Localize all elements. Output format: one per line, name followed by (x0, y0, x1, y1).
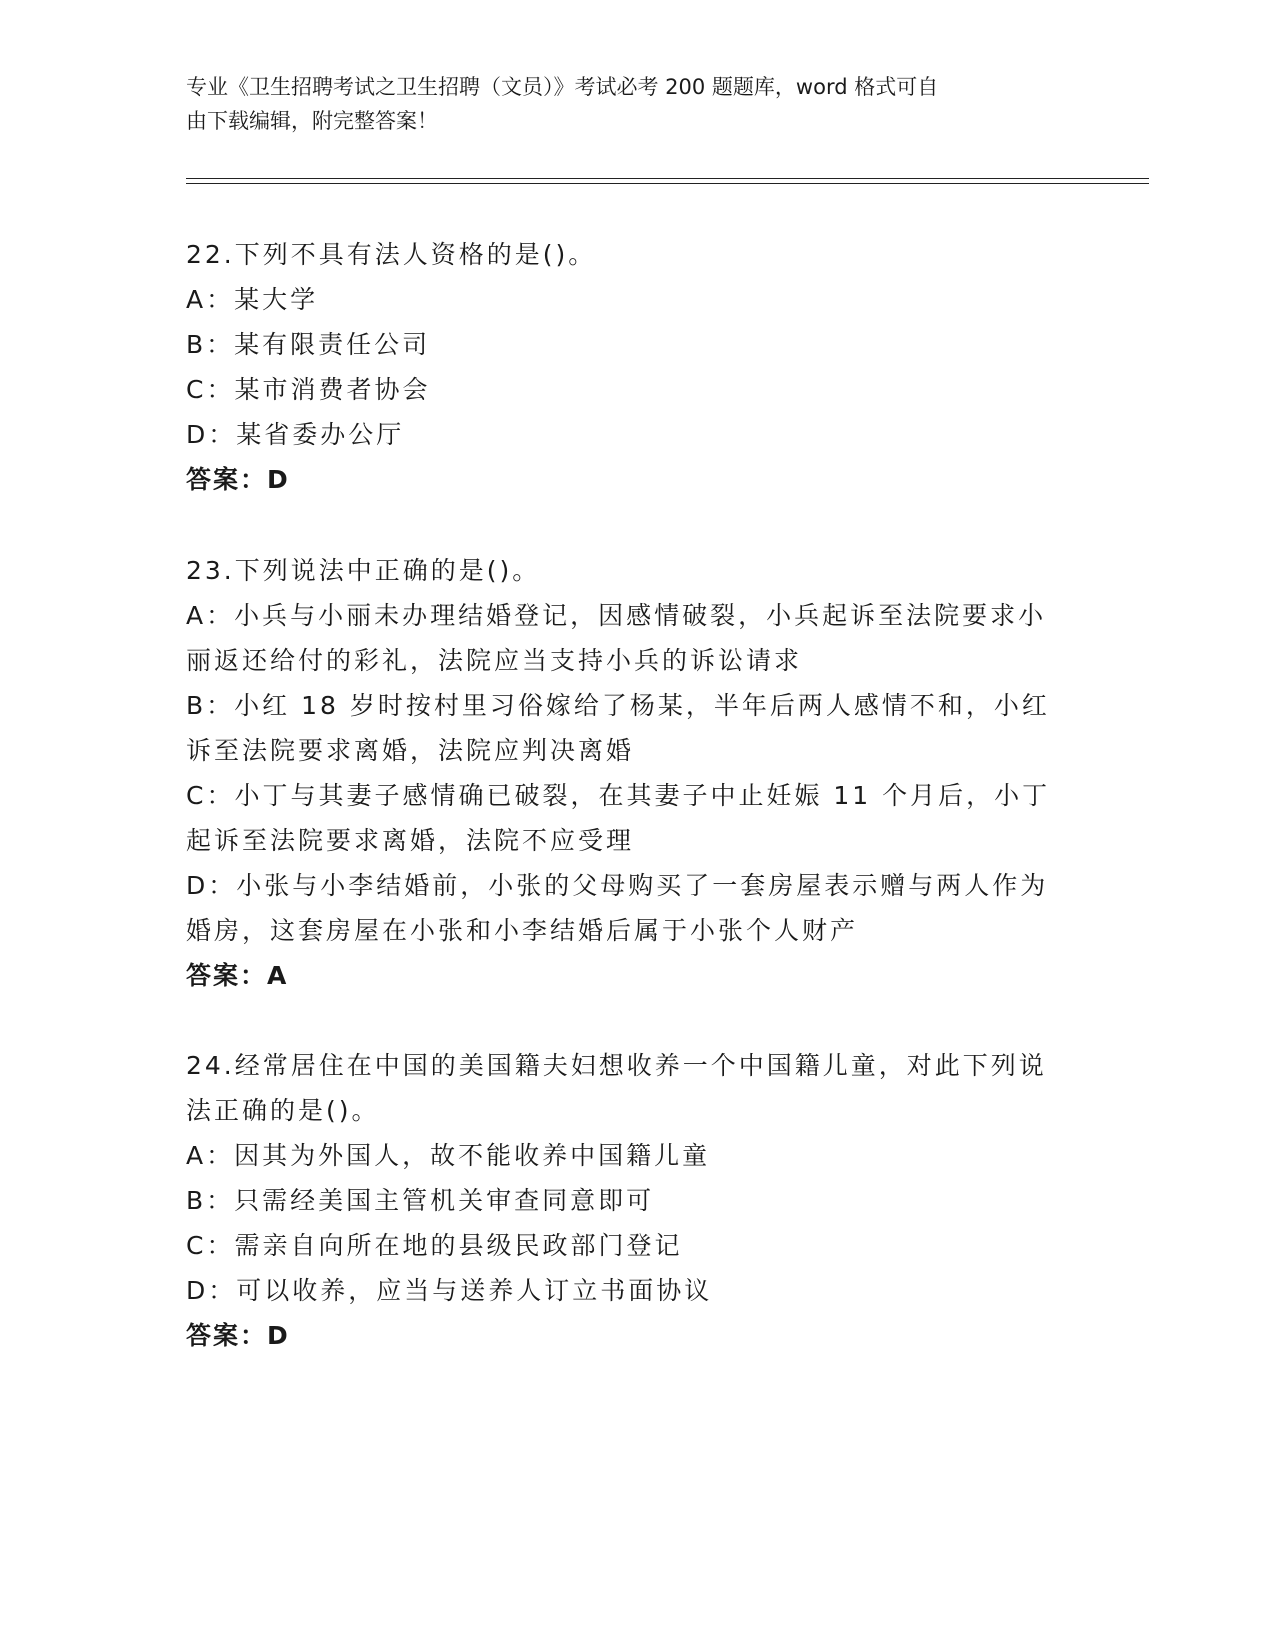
answer: 答案：A (186, 961, 289, 990)
option-d-line-2: 婚房，这套房屋在小张和小李结婚后属于小张个人财产 (186, 916, 859, 945)
option-b-line-1: B：小红 18 岁时按村里习俗嫁给了杨某，半年后两人感情不和，小红 (186, 691, 1050, 720)
option-c: C：某市消费者协会 (186, 375, 431, 404)
option-c-line-2: 起诉至法院要求离婚，法院不应受理 (186, 826, 635, 855)
option-a: A：因其为外国人，故不能收养中国籍儿童 (186, 1141, 711, 1170)
option-b: B：只需经美国主管机关审查同意即可 (186, 1186, 655, 1215)
option-d-line-1: D：小张与小李结婚前，小张的父母购买了一套房屋表示赠与两人作为 (186, 871, 1049, 900)
question-stem: 23.下列说法中正确的是()。 (186, 556, 541, 585)
question-stem: 22.下列不具有法人资格的是()。 (186, 240, 597, 269)
answer: 答案：D (186, 465, 290, 494)
header-line-1: 专业《卫生招聘考试之卫生招聘（文员）》考试必考 200 题题库，word 格式可自 (186, 75, 939, 99)
option-c-line-1: C：小丁与其妻子感情确已破裂，在其妻子中止妊娠 11 个月后，小丁 (186, 781, 1051, 810)
option-a: A：某大学 (186, 285, 319, 314)
question-24 (186, 1043, 1066, 1358)
header-line-2: 由下载编辑，附完整答案！ (186, 109, 438, 133)
option-b: B：某有限责任公司 (186, 330, 431, 359)
option-d: D：可以收养，应当与送养人订立书面协议 (186, 1276, 713, 1305)
option-c: C：需亲自向所在地的县级民政部门登记 (186, 1231, 683, 1260)
question-22 (186, 232, 1066, 502)
answer: 答案：D (186, 1321, 290, 1350)
option-b-line-2: 诉至法院要求离婚，法院应判决离婚 (186, 736, 635, 765)
question-stem-line-2: 法正确的是()。 (186, 1096, 380, 1125)
question-23 (186, 548, 1066, 998)
document-header (186, 70, 1066, 138)
option-a-line-1: A：小兵与小丽未办理结婚登记，因感情破裂，小兵起诉至法院要求小 (186, 601, 1047, 630)
header-divider-top (186, 178, 1149, 179)
question-stem-line-1: 24.经常居住在中国的美国籍夫妇想收养一个中国籍儿童，对此下列说 (186, 1051, 1047, 1080)
header-divider-bottom (186, 183, 1149, 184)
option-d: D：某省委办公厅 (186, 420, 405, 449)
option-a-line-2: 丽返还给付的彩礼，法院应当支持小兵的诉讼请求 (186, 646, 803, 675)
